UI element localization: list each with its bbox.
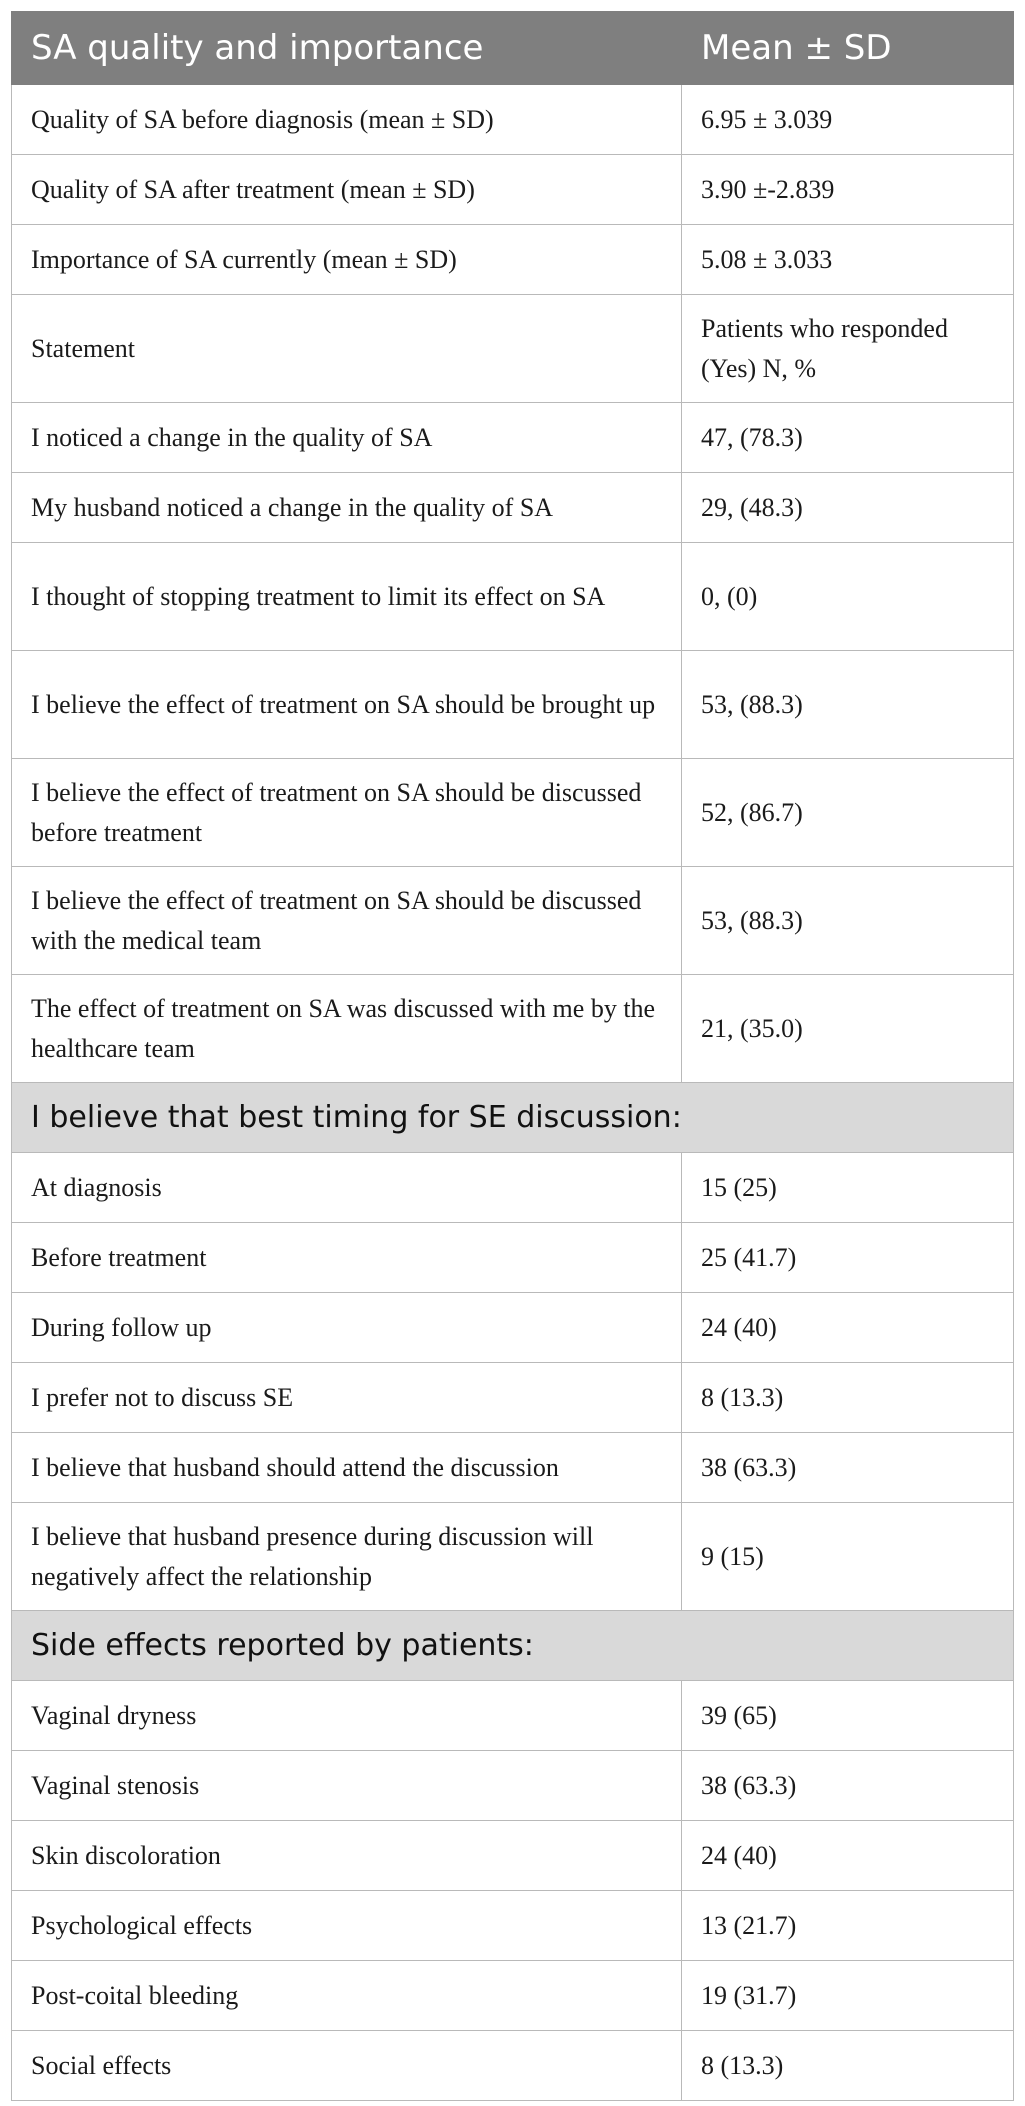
row-value: 21, (35.0) [682, 975, 1014, 1083]
header-quality-importance: SA quality and importance [12, 12, 682, 85]
table-row [12, 543, 1014, 651]
row-label: Before treatment [12, 1223, 682, 1293]
row-value: 29, (48.3) [682, 473, 1014, 543]
table-row [12, 651, 1014, 759]
row-value: 15 (25) [682, 1153, 1014, 1223]
table-row [12, 867, 1014, 975]
table-row [12, 1293, 1014, 1363]
table-row [12, 1891, 1014, 1961]
row-value: 24 (40) [682, 1293, 1014, 1363]
row-value: 6.95 ± 3.039 [682, 85, 1014, 155]
table-row [12, 1153, 1014, 1223]
table-row [12, 473, 1014, 543]
table-row [12, 1961, 1014, 2031]
table-row [12, 155, 1014, 225]
row-label: I noticed a change in the quality of SA [12, 403, 682, 473]
row-value: 8 (13.3) [682, 2031, 1014, 2101]
row-value: 47, (78.3) [682, 403, 1014, 473]
row-label: I thought of stopping treatment to limit its effect on SA [12, 543, 682, 651]
table-row [12, 1681, 1014, 1751]
row-label: Quality of SA before diagnosis (mean ± SD) [12, 85, 682, 155]
statement-value-header: Patients who responded (Yes) N, % [682, 295, 1014, 403]
row-label: Vaginal dryness [12, 1681, 682, 1751]
row-value: 8 (13.3) [682, 1363, 1014, 1433]
table-row [12, 403, 1014, 473]
table-row [12, 975, 1014, 1083]
results-table [11, 11, 1014, 2101]
side-effects-section-title: Side effects reported by patients: [12, 1611, 1014, 1681]
row-value: 24 (40) [682, 1821, 1014, 1891]
row-value: 25 (41.7) [682, 1223, 1014, 1293]
row-value: 38 (63.3) [682, 1751, 1014, 1821]
table-row [12, 85, 1014, 155]
row-label: I prefer not to discuss SE [12, 1363, 682, 1433]
row-label: I believe that husband should attend the discussion [12, 1433, 682, 1503]
row-label: Importance of SA currently (mean ± SD) [12, 225, 682, 295]
row-label: Skin discoloration [12, 1821, 682, 1891]
row-value: 13 (21.7) [682, 1891, 1014, 1961]
table-row [12, 1433, 1014, 1503]
row-label: I believe that husband presence during discussion will negatively affect the relationship [12, 1503, 682, 1611]
table-row [12, 2031, 1014, 2101]
row-value: 38 (63.3) [682, 1433, 1014, 1503]
row-value: 5.08 ± 3.033 [682, 225, 1014, 295]
row-label: The effect of treatment on SA was discussed with me by the healthcare team [12, 975, 682, 1083]
table-row [12, 225, 1014, 295]
row-label: Quality of SA after treatment (mean ± SD) [12, 155, 682, 225]
row-label: Psychological effects [12, 1891, 682, 1961]
row-label: My husband noticed a change in the quality of SA [12, 473, 682, 543]
section-header-row [12, 1083, 1014, 1153]
row-label: I believe the effect of treatment on SA should be brought up [12, 651, 682, 759]
row-value: 9 (15) [682, 1503, 1014, 1611]
row-label: Post-coital bleeding [12, 1961, 682, 2031]
row-value: 19 (31.7) [682, 1961, 1014, 2031]
table-row [12, 1223, 1014, 1293]
table-row [12, 1503, 1014, 1611]
statement-label: Statement [12, 295, 682, 403]
table-row [12, 759, 1014, 867]
table-header-row [12, 12, 1014, 85]
row-label: I believe the effect of treatment on SA should be discussed before treatment [12, 759, 682, 867]
row-label: Social effects [12, 2031, 682, 2101]
row-value: 3.90 ±-2.839 [682, 155, 1014, 225]
table-row [12, 1821, 1014, 1891]
row-value: 53, (88.3) [682, 867, 1014, 975]
section-header-row [12, 1611, 1014, 1681]
row-value: 0, (0) [682, 543, 1014, 651]
table-row [12, 1751, 1014, 1821]
row-value: 53, (88.3) [682, 651, 1014, 759]
row-label: During follow up [12, 1293, 682, 1363]
table-row [12, 1363, 1014, 1433]
row-value: 52, (86.7) [682, 759, 1014, 867]
timing-section-title: I believe that best timing for SE discussion: [12, 1083, 1014, 1153]
header-mean-sd: Mean ± SD [682, 12, 1014, 85]
row-label: At diagnosis [12, 1153, 682, 1223]
row-label: Vaginal stenosis [12, 1751, 682, 1821]
row-label: I believe the effect of treatment on SA should be discussed with the medical team [12, 867, 682, 975]
row-value: 39 (65) [682, 1681, 1014, 1751]
statement-header-row [12, 295, 1014, 403]
